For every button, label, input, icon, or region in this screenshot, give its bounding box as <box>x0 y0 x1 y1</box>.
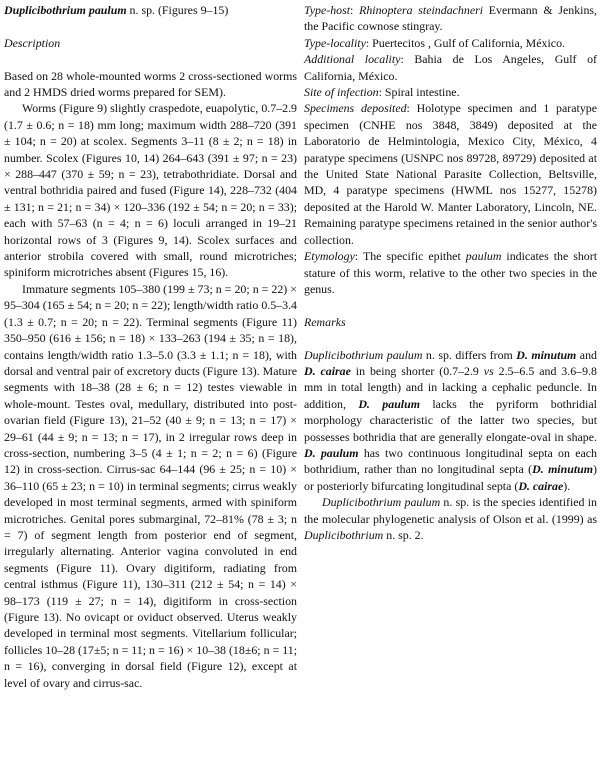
type-locality: Type-locality: Puertecitos , Gulf of California, México. <box>304 35 565 50</box>
remarks-heading: Remarks <box>304 314 346 329</box>
site-of-infection: Site of infection: Spiral intestine. <box>304 85 460 100</box>
worms-paragraph: Worms (Figure 9) slightly craspedote, euapolytic, 0.7–2.9 (1.7 ± 0.6; n = 18) mm long; maximum width 288–720 (391 ± 104; n = 20) at scolex. Segments 3–11 (8 ± 2; n = 18) in number. Scolex (Figures 10, 14) 264–643 (391 ± 97; n = 23) × 288–447 (370 ± 59; n = 23), tetrabothridiate. Dorsal and ventral bothridia paired and fused (Figure 14), 228–732 (404 ± 131; n = 21; n = 34) × 120–336 (192 ± 54; n = 20; n = 33); each with 57–63 (n = 4; n = 6) loculi arranged in 19–21 horizontal rows of 3 (Figures 9, 14). Scolex surfaces and anterior strobila covered with small, round microtriches; spiniform microtriches absent (Figures 15, 16). <box>4 101 297 280</box>
remarks-paragraph-2: Duplicibothrium paulum n. sp. is the species identified in the molecular phylogenetic analysis of Olson et al. (1999) as Duplicibothrium n. sp. 2. <box>304 495 597 542</box>
right-column <box>304 2 597 543</box>
etymology: Etymology: The specific epithet paulum indicates the short stature of this worm, relative to the other two species in the genus. <box>304 249 597 296</box>
specimens-deposited: Specimens deposited: Holotype specimen and 1 paratype specimen (CNHE nos 3848, 3849) deposited at the Laboratorio de Helmintologia, Mexico City, México, 4 paratype specimens (USNPC nos 89728, 89729) deposited at the United State National Parasite Collection, Beltsville, MD, 4 paratype specimens (HWML nos 15277, 15278) deposited at the Harold W. Manter Laboratory, Lincoln, NE. Remaining paratype specimens retained in the senior author's collection. <box>304 101 597 247</box>
description-intro: Based on 28 whole-mounted worms 2 cross-sectioned worms and 2 HMDS dried worms prepared for SEM). <box>4 68 297 99</box>
species-title: Duplicibothrium paulum n. sp. (Figures 9–15) <box>4 3 229 17</box>
remarks-paragraph-1: Duplicibothrium paulum n. sp. differs from D. minutum and D. cairae in being shorter (0.7–2.9 vs 2.5–6.5 and 3.6–9.8 mm in total length) and in lacking a cephalic peduncle. In addition, D. paulum lacks the pyriform bothridial morphology characteristic of the latter two species, but possesses bothridia that are generally elongate-oval in shape. D. paulum has two continuous longitudinal septa on each bothridium, rather than no longitudinal septa (D. minutum) or posteriorly bifurcating longitudinal septa (D. cairae). <box>304 347 597 493</box>
segments-paragraph: Immature segments 105–380 (199 ± 73; n = 20; n = 22) × 95–304 (165 ± 54; n = 20; n = 22); length/width ratio 0.5–3.4 (1.3 ± 0.7; n = 20; n = 22). Terminal segments (Figure 11) 350–950 (616 ± 156; n = 18) × 133–263 (194 ± 35; n = 18), contains length/width ratio 1.3–5.0 (3.3 ± 1.1; n = 18), with dorsal and ventral pair of excretory ducts (Figure 13). Mature segments with 18–38 (28 ± 6; n = 12) testes viewable in whole-mount. Testes oval, medullary, distributed into post-ovarian field (Figure 13), 21–52 (40 ± 9; n = 13; n = 17) × 29–61 (44 ± 9; n = 13; n = 17), in 2 irregular rows deep in cross-section, numbering 3–5 (4 ± 1; n = 2; n = 6) (Figure 12) in cross-section. Cirrus-sac 64–144 (96 ± 25; n = 10) × 36–110 (65 ± 23; n = 10) in terminal segments; cirrus weakly developed in most terminal segments, armed with spiniform microtriches. Genital pores submarginal, 72–81% (78 ± 3; n = 7) of segment length from posterior end of segment, irregularly alternating. Anterior vagina convoluted in end segments (Figure 11). Ovary digitiform, radiating from central isthmus (Figure 11), 130–311 (212 ± 54; n = 14) × 98–173 (119 ± 27; n = 14), digitiform in cross-section (Figure 13). No ovicapt or oviduct observed. Uterus weakly developed in terminal most segments. Vitellarium follicular; follicles 10–28 (17±5; n = 11; n = 16) × 10–38 (18±6; n = 11; n = 16), converging in dorsal field (Figure 12), except at level of ovary and cirrus-sac. <box>4 281 297 690</box>
description-heading: Description <box>4 35 61 50</box>
left-column <box>4 2 297 691</box>
additional-locality: Additional locality: Bahia de Los Angeles, Gulf of California, México. <box>304 52 597 83</box>
type-host: Type-host: Rhinoptera steindachneri Evermann & Jenkins, the Pacific cownose stingray. <box>304 3 597 34</box>
